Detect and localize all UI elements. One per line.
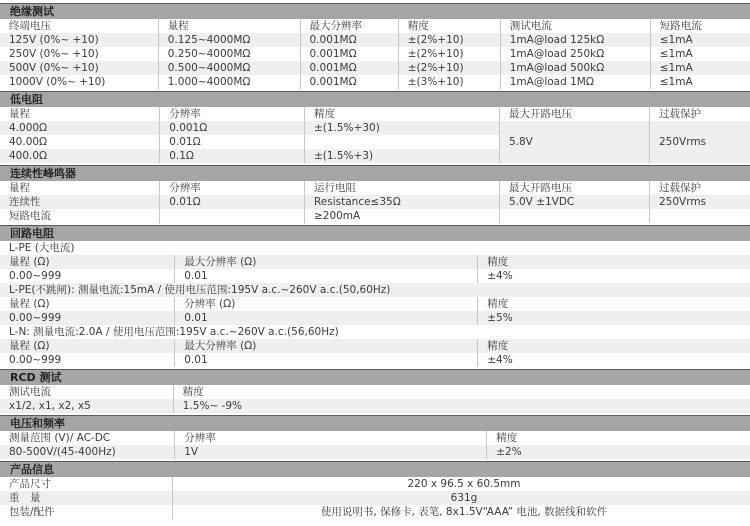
spec-cell	[160, 209, 305, 223]
column-header-cell: 最大分辨率	[300, 19, 398, 33]
spec-cell: ≤1mA	[650, 47, 750, 61]
spec-row	[0, 353, 750, 367]
spec-cell: ≤1mA	[650, 61, 750, 75]
column-header-cell: 最大分辨率 (Ω)	[175, 339, 478, 353]
spec-cell: 0.01	[175, 269, 478, 283]
spec-cell: 4.000Ω	[0, 121, 160, 135]
column-header-cell: 量程	[0, 181, 160, 195]
subsection-label: L-PE(不跳闸): 测量电流:15mA / 使用电压范围:195V a.c.~260V a.c.(50,60Hz)	[0, 283, 750, 297]
spec-cell: ±4%	[478, 353, 750, 367]
spec-cell: 5.0V ±1VDC	[499, 195, 649, 209]
spec-cell: ±(2%+10)	[398, 33, 500, 47]
spec-cell: 重 量	[0, 491, 173, 505]
column-header-cell: 量程	[0, 107, 160, 121]
spec-cell: 0.01Ω	[160, 195, 305, 209]
subsection-label: L-N: 测量电流:2.0A / 使用电压范围:195V a.c.~260V a.c.(56,60Hz)	[0, 325, 750, 339]
spec-cell: 250V (0%~ +10)	[0, 47, 158, 61]
column-header-cell: 精度	[478, 339, 750, 353]
column-header-cell: 分辨率	[160, 181, 305, 195]
spec-row	[0, 491, 750, 505]
spec-cell: 1000V (0%~ +10)	[0, 75, 158, 89]
spec-cell: ±5%	[478, 311, 750, 325]
spec-cell: ±(2%+10)	[398, 47, 500, 61]
spec-row	[0, 33, 750, 47]
subsection-label: L-PE (大电流)	[0, 241, 750, 255]
column-header-cell: 精度	[478, 255, 750, 269]
section-title-low-resistance: 低电阻	[0, 91, 750, 107]
section-insulation-test	[0, 3, 750, 89]
section-title-continuity-buzzer: 连续性峰鸣器	[0, 165, 750, 181]
spec-cell: 0.001MΩ	[300, 47, 398, 61]
spec-cell: ≤1mA	[650, 33, 750, 47]
spec-cell: 0.1Ω	[160, 149, 305, 163]
spec-table-continuity-buzzer	[0, 181, 750, 223]
spec-cell: ≥200mA	[304, 209, 499, 223]
section-product-info	[0, 461, 750, 519]
spec-cell: ±(3%+10)	[398, 75, 500, 89]
spec-cell: 5.8V	[499, 121, 649, 163]
spec-cell: ≤1mA	[650, 75, 750, 89]
section-title-loop-resistance: 回路电阻	[0, 225, 750, 241]
column-header-cell: 分辨率	[175, 431, 487, 445]
spec-cell: 短路电流	[0, 209, 160, 223]
spec-cell: 0.00~999	[0, 269, 175, 283]
spec-cell: 0.00~999	[0, 311, 175, 325]
section-title-insulation-test: 绝缘测试	[0, 3, 750, 19]
column-header-cell: 量程 (Ω)	[0, 255, 175, 269]
spec-cell	[304, 135, 499, 149]
spec-cell: 包装/配件	[0, 505, 173, 519]
column-header-cell: 测试电流	[500, 19, 650, 33]
column-header-cell: 精度	[173, 385, 750, 399]
spec-row	[0, 269, 750, 283]
column-header-cell: 运行电阻	[304, 181, 499, 195]
column-header-row	[0, 339, 750, 353]
spec-cell: 1mA@load 1MΩ	[500, 75, 650, 89]
spec-cell: 1.000~4000MΩ	[158, 75, 300, 89]
spec-cell	[649, 209, 750, 223]
section-title-product-info: 产品信息	[0, 461, 750, 477]
column-header-cell: 精度	[398, 19, 500, 33]
column-header-row	[0, 107, 750, 121]
column-header-row	[0, 181, 750, 195]
column-header-row	[0, 297, 750, 311]
column-header-cell: 量程 (Ω)	[0, 339, 175, 353]
spec-cell: 80-500V/(45-400Hz)	[0, 445, 175, 459]
section-title-voltage-frequency: 电压和频率	[0, 415, 750, 431]
table-rcd-test	[0, 385, 750, 413]
spec-cell: 220 x 96.5 x 60.5mm	[173, 477, 750, 491]
spec-cell: 0.01	[175, 353, 478, 367]
section-title-rcd-test: RCD 测试	[0, 369, 750, 385]
spec-row	[0, 47, 750, 61]
column-header-row	[0, 431, 750, 445]
table-low-resistance	[0, 107, 750, 163]
spec-cell: 0.01	[175, 311, 478, 325]
spec-cell: ±(1.5%+30)	[304, 121, 499, 135]
spec-cell: 250Vrms	[649, 121, 750, 163]
spec-cell: 125V (0%~ +10)	[0, 33, 158, 47]
column-header-cell: 短路电流	[650, 19, 750, 33]
spec-table-loop-resistance	[0, 241, 750, 367]
spec-cell: 1V	[175, 445, 487, 459]
table-insulation-test	[0, 19, 750, 89]
section-rcd-test	[0, 369, 750, 413]
spec-cell: 631g	[173, 491, 750, 505]
spec-cell: 连续性	[0, 195, 160, 209]
column-header-cell: 精度	[487, 431, 750, 445]
spec-row	[0, 195, 750, 209]
spec-row	[0, 61, 750, 75]
section-continuity-buzzer	[0, 165, 750, 223]
column-header-cell: 测量范围 (V)/ AC-DC	[0, 431, 175, 445]
spec-cell: 0.001Ω	[160, 121, 305, 135]
section-loop-resistance	[0, 225, 750, 367]
spec-row	[0, 311, 750, 325]
spec-cell: 0.250~4000MΩ	[158, 47, 300, 61]
spec-row	[0, 505, 750, 519]
spec-cell: 400.0Ω	[0, 149, 160, 163]
subsection-row	[0, 325, 750, 339]
spec-cell: ±2%	[487, 445, 750, 459]
spec-row	[0, 121, 750, 135]
spec-cell: ±(2%+10)	[398, 61, 500, 75]
column-header-cell: 过载保护	[649, 107, 750, 121]
column-header-cell: 量程 (Ω)	[0, 297, 175, 311]
spec-cell	[499, 209, 649, 223]
column-header-cell: 过载保护	[649, 181, 750, 195]
spec-cell: 使用说明书, 保修卡, 表笔, 8x1.5V“AAA” 电池, 数据线和软件	[173, 505, 750, 519]
subsection-row	[0, 241, 750, 255]
column-header-cell: 精度	[304, 107, 499, 121]
column-header-cell: 分辨率 (Ω)	[175, 297, 478, 311]
spec-row	[0, 399, 750, 413]
column-header-cell: 测试电流	[0, 385, 173, 399]
table-product-info	[0, 477, 750, 519]
column-header-cell: 分辨率	[160, 107, 305, 121]
spec-cell: 0.001MΩ	[300, 33, 398, 47]
spec-cell: ±(1.5%+3)	[304, 149, 499, 163]
spec-cell: 1.5%~ -9%	[173, 399, 750, 413]
spec-cell: 0.001MΩ	[300, 75, 398, 89]
spec-cell: 500V (0%~ +10)	[0, 61, 158, 75]
spec-cell: 1mA@load 250kΩ	[500, 47, 650, 61]
spec-cell: ±4%	[478, 269, 750, 283]
spec-cell: 0.001MΩ	[300, 61, 398, 75]
section-voltage-frequency	[0, 415, 750, 459]
spec-cell: x1/2, x1, x2, x5	[0, 399, 173, 413]
section-low-resistance	[0, 91, 750, 163]
spec-row	[0, 209, 750, 223]
column-header-cell: 量程	[158, 19, 300, 33]
column-header-cell: 终端电压	[0, 19, 158, 33]
spec-cell: Resistance≤35Ω	[304, 195, 499, 209]
spec-cell: 1mA@load 125kΩ	[500, 33, 650, 47]
spec-cell: 40.00Ω	[0, 135, 160, 149]
table-continuity-buzzer	[0, 181, 750, 223]
column-header-row	[0, 385, 750, 399]
column-header-cell: 精度	[478, 297, 750, 311]
column-header-cell: 最大分辨率 (Ω)	[175, 255, 478, 269]
spec-cell: 产品尺寸	[0, 477, 173, 491]
spec-row	[0, 445, 750, 459]
spec-table-rcd-test	[0, 385, 750, 413]
column-header-row	[0, 255, 750, 269]
spec-row	[0, 75, 750, 89]
spec-cell: 0.500~4000MΩ	[158, 61, 300, 75]
column-header-cell: 最大开路电压	[499, 181, 649, 195]
spec-cell: 0.00~999	[0, 353, 175, 367]
subsection-row	[0, 283, 750, 297]
column-header-cell: 最大开路电压	[499, 107, 649, 121]
spec-cell: 0.01Ω	[160, 135, 305, 149]
table-voltage-frequency	[0, 431, 750, 459]
spec-table-low-resistance	[0, 107, 750, 163]
spec-cell: 0.125~4000MΩ	[158, 33, 300, 47]
spec-row	[0, 477, 750, 491]
column-header-row	[0, 19, 750, 33]
table-loop-resistance	[0, 241, 750, 367]
spec-table-product-info	[0, 477, 750, 519]
spec-table-voltage-frequency	[0, 431, 750, 459]
spec-table-insulation-test	[0, 19, 750, 89]
spec-cell: 250Vrms	[649, 195, 750, 209]
spec-cell: 1mA@load 500kΩ	[500, 61, 650, 75]
